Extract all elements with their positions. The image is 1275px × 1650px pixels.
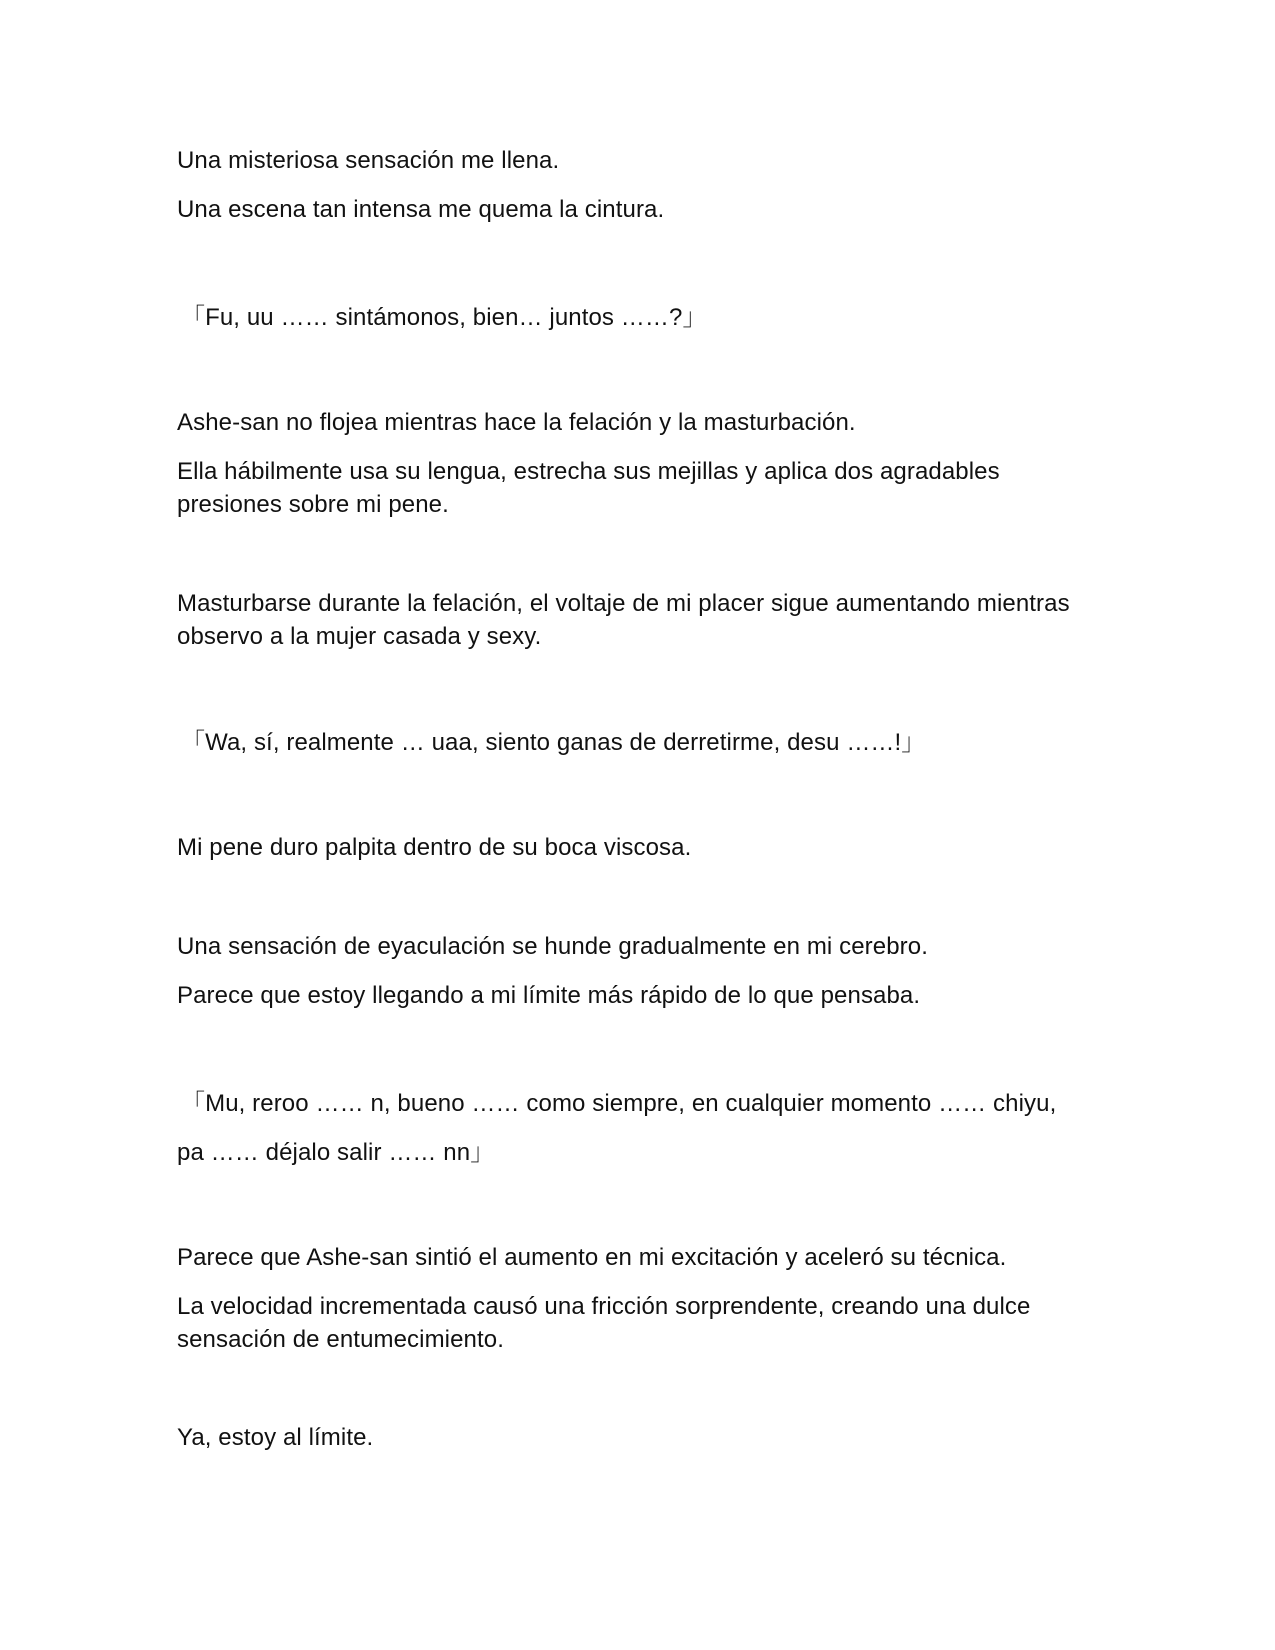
dialogue-line-3a: 「Mu, reroo …… n, bueno …… como siempre, en cualquier momento …… chiyu, — [181, 1090, 1057, 1117]
paragraph-8: Parece que estoy llegando a mi límite más rápido de lo que pensaba. — [177, 982, 921, 1009]
dialogue-line-2: 「Wa, sí, realmente … uaa, siento ganas de derretirme, desu ……!」 — [181, 729, 926, 756]
paragraph-6: Mi pene duro palpita dentro de su boca viscosa. — [177, 834, 692, 861]
paragraph-1: Una misteriosa sensación me llena. — [177, 147, 560, 174]
paragraph-9: Parece que Ashe-san sintió el aumento en mi excitación y aceleró su técnica. — [177, 1244, 1007, 1271]
paragraph-3: Ashe-san no flojea mientras hace la felación y la masturbación. — [177, 409, 856, 436]
dialogue-line-1: 「Fu, uu …… sintámonos, bien… juntos ……?」 — [181, 304, 707, 331]
paragraph-2: Una escena tan intensa me quema la cintura. — [177, 196, 665, 223]
paragraph-4: Ella hábilmente usa su lengua, estrecha sus mejillas y aplica dos agradables presiones sobre mi pene. — [177, 458, 1000, 518]
paragraph-7: Una sensación de eyaculación se hunde gradualmente en mi cerebro. — [177, 933, 928, 960]
paragraph-10: La velocidad incrementada causó una fricción sorprendente, creando una dulce sensación de entumecimiento. — [177, 1293, 1031, 1353]
dialogue-line-3b: pa …… déjalo salir …… nn」 — [177, 1139, 495, 1166]
paragraph-5: Masturbarse durante la felación, el voltaje de mi placer sigue aumentando mientras observo a la mujer casada y sexy. — [177, 590, 1070, 650]
paragraph-11: Ya, estoy al límite. — [177, 1424, 374, 1451]
